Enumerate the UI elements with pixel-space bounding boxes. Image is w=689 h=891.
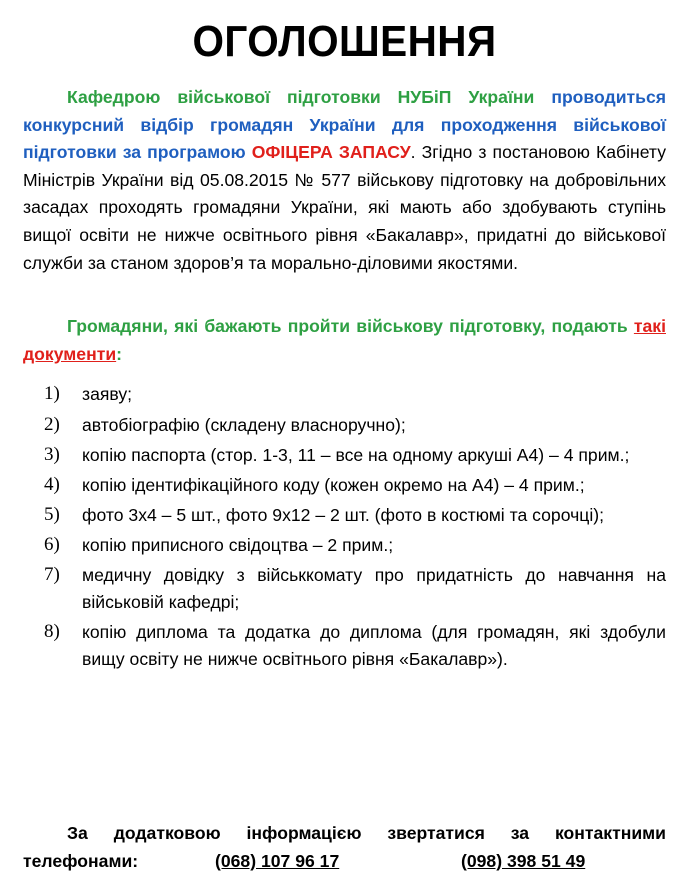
list-item-number: 3) — [44, 443, 60, 465]
phone-link-1[interactable]: (068) 107 96 17 — [215, 850, 340, 871]
documents-intro-colon: : — [116, 343, 122, 364]
documents-list — [23, 381, 666, 672]
intro-body: . Згідно з постановою Кабінету Міністрів України від 05.08.2015 № 577 військову підготовку на добровільних засадах проходять громадяни України, які мають або здобувають ступінь вищої освіти не нижче освітнього рівня «Бакалавр», придатні до військової служби за станом здоров’я та морально-діловими якостями. — [23, 142, 666, 273]
list-item-number: 4) — [44, 473, 60, 495]
list-item — [44, 502, 666, 529]
list-item-text: копію паспорта (стор. 1-3, 11 – все на одному аркуші А4) – 4 прим.; — [82, 444, 630, 465]
list-item-number: 6) — [44, 534, 60, 556]
list-item-text: автобіографію (складену власноручно); — [82, 414, 406, 435]
intro-paragraph — [23, 84, 666, 277]
page-title: ОГОЛОШЕННЯ — [192, 17, 497, 66]
list-item — [44, 381, 666, 408]
list-item-text: заяву; — [82, 384, 133, 405]
list-item-number: 8) — [44, 621, 60, 643]
contact-block — [23, 820, 666, 876]
intro-announce: проводиться конкурсний відбір громадян України для проходження військової підготовки за програмою — [23, 87, 666, 163]
contact-phones — [23, 848, 666, 876]
list-item — [44, 562, 666, 615]
list-item-text: копію ідентифікаційного коду (кожен окремо на А4) – 4 прим.; — [82, 474, 585, 495]
contact-label: телефонами: — [23, 850, 139, 871]
list-item — [44, 412, 666, 439]
list-item-text: копію приписного свідоцтва – 2 прим.; — [82, 535, 394, 556]
list-item-number: 5) — [44, 504, 60, 526]
list-item-number: 1) — [44, 383, 60, 405]
list-item — [44, 619, 666, 672]
intro-department: Кафедрою військової підготовки НУБіП України — [67, 87, 535, 107]
list-item-text: медичну довідку з військкомату про придатність до навчання на військовій кафедрі; — [82, 565, 666, 613]
contact-text: За додатковою інформацією звертатися за контактними — [67, 823, 666, 843]
list-item — [44, 472, 666, 499]
phone-link-2[interactable]: (098) 398 51 49 — [461, 850, 586, 871]
documents-intro — [23, 313, 666, 368]
documents-intro-link: такі документи — [23, 316, 666, 364]
list-item-text: фото 3х4 – 5 шт., фото 9х12 – 2 шт. (фото в костюмі та сорочці); — [82, 505, 605, 526]
list-item — [44, 442, 666, 469]
list-item-text: копію диплома та додатка до диплома (для громадян, які здобули вищу освіту не нижче освітнього рівня «Бакалавр»). — [82, 622, 666, 669]
intro-program: ОФІЦЕРА ЗАПАСУ — [251, 142, 411, 163]
list-item — [44, 532, 666, 559]
list-item-number: 7) — [44, 564, 60, 586]
documents-intro-lead: Громадяни, які бажають пройти військову підготовку, подають — [67, 316, 628, 337]
list-item-number: 2) — [44, 413, 60, 435]
